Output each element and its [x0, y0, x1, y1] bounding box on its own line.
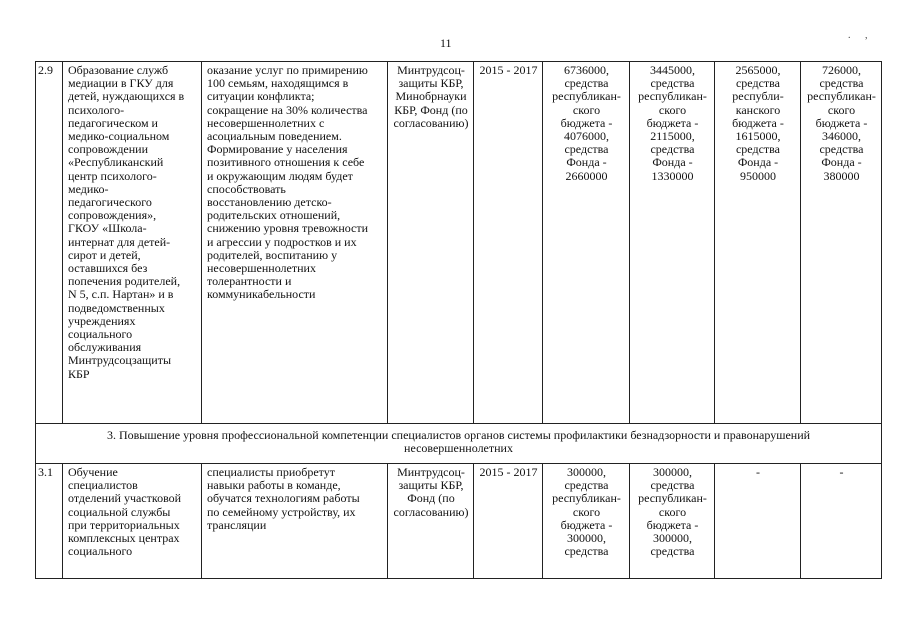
- activity-name: Обучение специалистов отделений участковой социальной службы при территориальных комплексных центрах социального: [63, 464, 202, 579]
- funding-2016: 2565000, средства республи- канского бюджета - 1615000, средства Фонда - 950000: [715, 62, 801, 424]
- corner-mark: . ,: [848, 30, 874, 41]
- funding-total: 6736000, средства республикан- ского бюджета - 4076000, средства Фонда - 2660000: [543, 62, 630, 424]
- period: 2015 - 2017: [474, 62, 543, 424]
- funding-2017: -: [801, 464, 882, 579]
- funding-2015: 300000, средства республикан- ского бюджета - 300000, средства: [630, 464, 715, 579]
- section-3-title: 3. Повышение уровня профессиональной компетенции специалистов органов системы профилактики безнадзорности и правонарушений несовершеннолетних: [36, 424, 882, 464]
- program-table: [35, 61, 882, 579]
- funding-2015: 3445000, средства республикан- ского бюджета - 2115000, средства Фонда - 1330000: [630, 62, 715, 424]
- table-row-3-1: [36, 464, 882, 579]
- row-number: 3.1: [36, 464, 63, 579]
- section-header-row: [36, 424, 882, 464]
- row-number: 2.9: [36, 62, 63, 424]
- funding-2016: -: [715, 464, 801, 579]
- executors: Минтрудсоц- защиты КБР, Фонд (по согласованию): [388, 464, 474, 579]
- period: 2015 - 2017: [474, 464, 543, 579]
- expected-result: оказание услуг по примирению 100 семьям, находящимся в ситуации конфликта; сокращение на 30% количества несовершеннолетних с асоциальным поведением. Формирование у населения позитивного отношения к себе и окружающим людям будет способствовать восстановлению детско- родительских отношений, снижению уровня тревожности и агрессии у подростков и их родителей, воспитанию у несовершеннолетних толерантности и коммуникабельности: [202, 62, 388, 424]
- expected-result: специалисты приобретут навыки работы в команде, обучатся технологиям работы по семейному устройству, их трансляции: [202, 464, 388, 579]
- executors: Минтрудсоц- защиты КБР, Минобрнауки КБР, Фонд (по согласованию): [388, 62, 474, 424]
- funding-2017: 726000, средства республикан- ского бюджета - 346000, средства Фонда - 380000: [801, 62, 882, 424]
- table-row-2-9: [36, 62, 882, 424]
- activity-name: Образование служб медиации в ГКУ для детей, нуждающихся в психолого- педагогическом и медико-социальном сопровождении «Республиканский центр психолого- медико- педагогического сопровождения», ГКОУ «Школа- интернат для детей- сирот и детей, оставшихся без попечения родителей, N 5, с.п. Нартан» и в подведомственных учреждениях социального обслуживания Минтрудсоцзащиты КБР: [63, 62, 202, 424]
- page-number: 11: [440, 36, 452, 50]
- funding-total: 300000, средства республикан- ского бюджета - 300000, средства: [543, 464, 630, 579]
